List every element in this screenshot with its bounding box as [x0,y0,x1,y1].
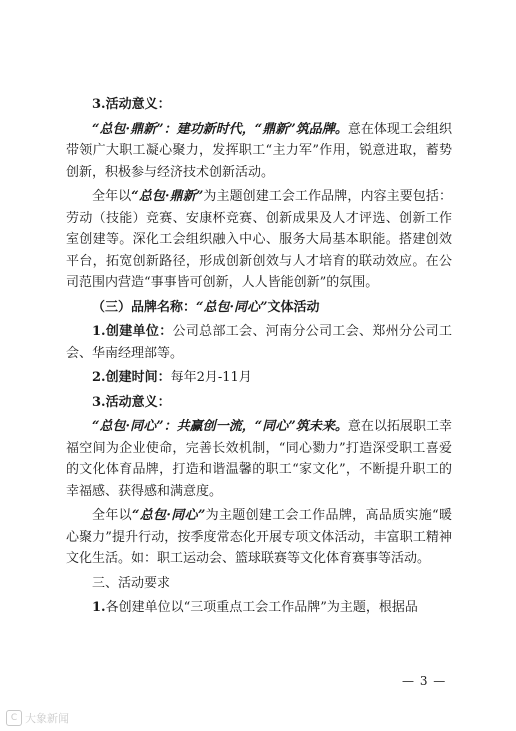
heading-text: （三）品牌名称： [92,299,197,315]
heading-text: 文体活动 [267,299,320,315]
item-label: 1.创建单位： [92,324,173,339]
brand-slogan: “总包·鼎新”：建功新时代，“鼎新”筑品牌。 [92,121,348,137]
document-body [66,94,452,622]
brand-name: “总包·同心” [131,508,206,523]
section-heading-requirements: 三、活动要求 [92,575,171,591]
brand-name: “总包·同心” [196,299,268,315]
paragraph-time [66,367,452,389]
paragraph-text: 意在以拓展职工幸福空间为企业使命，完善长效机制，“同心勠力”打造深受职工喜爱的文化体育品牌，打造和谐温馨的职工“家文化”，不断提升职工的幸福感、获得感和满意度。 [66,419,452,499]
paragraph-text: 全年以 [92,508,132,523]
paragraph [66,119,452,184]
item-label: 2.创建时间： [92,370,171,385]
paragraph-text: 为主题创建工会工作品牌，高品质实施“暖心聚力”提升行动，按季度常态化开展专项文体活动，丰富职工精神文化生活。如：职工运动会、篮球联赛等文化体育赛事等活动。 [66,508,452,566]
section-heading-meaning: 3.活动意义： [92,394,171,410]
paragraph [66,416,452,502]
section-heading-brand [66,297,452,319]
watermark-text: 大象新闻 [25,712,69,725]
page-number: — 3 — [402,674,447,688]
brand-name: “总包·鼎新” [131,189,204,204]
paragraph-text: 为主题创建工会工作品牌，内容主要包括：劳动（技能）竞赛、安康杯竞赛、创新成果及人才评选、创新工作室创建等。深化工会组织融入中心、服务大局基本职能。搭建创效平台，拓宽创新路径，形成创新创效与人才培育的联动效应。在公司范围内营造“事事皆可创新，人人皆能创新”的氛围。 [66,189,452,290]
brand-slogan: “总包·同心”：共赢创一流，“同心”筑未来。 [92,419,348,434]
paragraph [66,597,452,619]
watermark-logo-icon: C [6,710,22,726]
paragraph [66,186,452,294]
paragraph-text: 全年以 [92,189,132,204]
paragraph-unit [66,321,452,364]
item-number: 1. [92,600,106,615]
section-heading-meaning: 3.活动意义： [92,97,171,112]
item-text: 每年2月-11月 [170,370,252,385]
watermark [6,710,69,726]
paragraph-text: 各创建单位以“三项重点工会工作品牌”为主题，根据品 [105,600,418,615]
paragraph-text: 意在体现工会组织带领广大职工凝心聚力，发挥职工“主力军”作用，锐意进取，蓄势创新，积极参与经济技术创新活动。 [66,121,452,180]
paragraph [66,505,452,570]
item-text: 公司总部工会、河南分公司工会、郑州分公司工会、华南经理部等。 [66,324,452,361]
